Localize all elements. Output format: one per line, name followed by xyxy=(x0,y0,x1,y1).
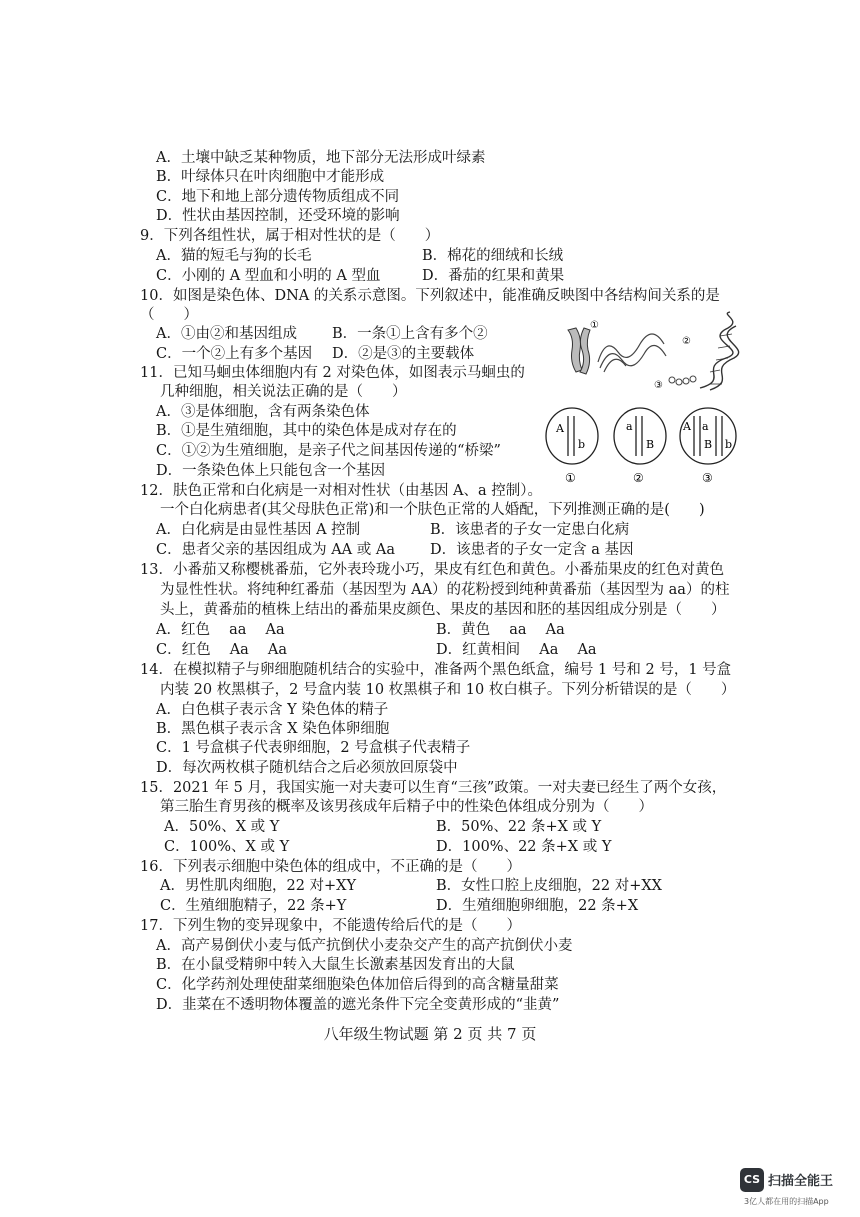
chromosome-shape xyxy=(568,328,590,374)
q12-stem-cont: 一个白化病患者(其父母肤色正常)和一个肤色正常的人婚配，下列推测正确的是( ) xyxy=(160,502,705,518)
q13-stem-cont1: 为显性性状。将纯种红番茄（基因型为 AA）的花粉授到纯种黄番茄（基因型为 aa）的柱 xyxy=(160,582,730,598)
q14-option-b: B．黑色棋子表示含 X 染色体卵细胞 xyxy=(156,721,390,737)
q14-stem-cont: 内装 20 枚黑棋子，2 号盒内装 10 枚黑棋子和 10 枚白棋子。下列分析错误的是（ ） xyxy=(160,682,736,698)
q15-option-c: C．100%、X 或 Y xyxy=(164,839,290,855)
q12-stem: 12．肤色正常和白化病是一对相对性状（由基因 A、a 控制）。 xyxy=(140,483,543,499)
coil-shape xyxy=(598,334,666,372)
q11-option-a: A．③是体细胞，含有两条染色体 xyxy=(156,404,370,420)
q11-option-c: C．①②为生殖细胞，是亲子代之间基因传递的“桥梁” xyxy=(156,443,501,459)
cell-2-gene-right: B xyxy=(646,438,655,451)
q11-stem-cont: 几种细胞，相关说法正确的是（ ） xyxy=(160,384,407,400)
q17-option-a: A．高产易倒伏小麦与低产抗倒伏小麦杂交产生的高产抗倒伏小麦 xyxy=(156,938,573,954)
q8-option-b: B．叶绿体只在叶肉细胞中才能形成 xyxy=(156,169,385,185)
dna-label-2: ② xyxy=(682,336,691,347)
q9-option-d: D．番茄的红果和黄果 xyxy=(422,268,565,284)
q12-option-a: A．白化病是由显性基因 A 控制 xyxy=(156,522,361,538)
q12-option-d: D．该患者的子女一定含 a 基因 xyxy=(430,542,634,558)
q15-stem: 15．2021 年 5 月，我国实施一对夫妻可以生育“三孩”政策。一对夫妻已经生了两个女孩， xyxy=(140,780,727,796)
double-helix xyxy=(700,312,739,390)
q16-option-d: D．生殖细胞卵细胞，22 条+X xyxy=(436,898,639,914)
q15-option-d: D．100%、22 条+X 或 Y xyxy=(436,839,612,855)
chromosome-dna-figure xyxy=(560,310,740,400)
q11-option-d: D．一条染色体上只能包含一个基因 xyxy=(156,463,386,479)
brand-tagline: 3亿人都在用的扫描App xyxy=(744,1197,829,1206)
scanner-watermark xyxy=(740,1168,852,1208)
q16-option-a: A．男性肌肉细胞，22 对+XY xyxy=(160,878,357,894)
q13-option-c: C．红色 Aa Aa xyxy=(156,642,288,658)
q12-option-b: B．该患者的子女一定患白化病 xyxy=(430,522,630,538)
cell-2-gene-left: a xyxy=(626,420,633,433)
q9-stem: 9．下列各组性状，属于相对性状的是（ ） xyxy=(140,228,440,244)
bead-string xyxy=(669,376,696,385)
cell-1-gene-right: b xyxy=(578,438,586,451)
q16-stem: 16．下列表示细胞中染色体的组成中，不正确的是（ ） xyxy=(140,859,521,875)
q17-option-c: C．化学药剂处理使甜菜细胞染色体加倍后得到的高含糖量甜菜 xyxy=(156,977,559,993)
q12-option-c: C．患者父亲的基因组成为 AA 或 Aa xyxy=(156,542,395,558)
q10-option-c: C．一个②上有多个基因 xyxy=(156,346,313,362)
cell-3-gene-d: b xyxy=(725,438,733,451)
cell-3-gene-b: a xyxy=(702,420,709,433)
brand-name: 扫描全能王 xyxy=(768,1174,834,1189)
q15-stem-cont: 第三胎生育男孩的概率及该男孩成年后精子中的性染色体组成分别为（ ） xyxy=(160,799,653,815)
q10-option-b: B．一条①上含有多个② xyxy=(332,326,488,342)
q15-option-a: A．50%、X 或 Y xyxy=(164,819,280,835)
q16-option-c: C．生殖细胞精子，22 条+Y xyxy=(160,898,347,914)
q11-option-b: B．①是生殖细胞，其中的染色体是成对存在的 xyxy=(156,423,457,439)
q8-option-a: A．土壤中缺乏某种物质，地下部分无法形成叶绿素 xyxy=(156,150,486,166)
cs-logo-icon: CS xyxy=(740,1168,764,1192)
q10-stem-paren: （ ） xyxy=(140,307,198,323)
q9-option-c: C．小刚的 A 型血和小明的 A 型血 xyxy=(156,268,381,284)
q8-option-d: D．性状由基因控制，还受环境的影响 xyxy=(156,208,400,224)
cell-1 xyxy=(546,408,598,485)
dna-label-3: ③ xyxy=(654,380,663,391)
cell-2 xyxy=(614,408,666,485)
q13-option-d: D．红黄相间 Aa Aa xyxy=(436,642,597,658)
q10-option-a: A．①由②和基因组成 xyxy=(156,326,297,342)
q9-option-b: B．棉花的细绒和长绒 xyxy=(422,248,564,264)
q9-option-a: A．猫的短毛与狗的长毛 xyxy=(156,248,312,264)
cell-3-gene-c: B xyxy=(704,438,713,451)
q10-stem: 10．如图是染色体、DNA 的关系示意图。下列叙述中，能准确反映图中各结构间关系的是 xyxy=(140,288,720,304)
q14-stem: 14．在模拟精子与卵细胞随机结合的实验中，准备两个黑色纸盒，编号 1 号和 2 号，1 号盒 xyxy=(140,662,732,678)
q10-option-d: D．②是③的主要载体 xyxy=(332,346,475,362)
q8-option-c: C．地下和地上部分遗传物质组成不同 xyxy=(156,189,400,205)
q17-stem: 17．下列生物的变异现象中，不能遗传给后代的是（ ） xyxy=(140,918,521,934)
cell-1-gene-left: A xyxy=(556,422,564,435)
cell-1-number: ① xyxy=(565,471,576,485)
q15-option-b: B．50%、22 条+X 或 Y xyxy=(436,819,602,835)
dna-label-1: ① xyxy=(590,320,599,331)
q13-option-b: B．黄色 aa Aa xyxy=(436,622,565,638)
q11-stem: 11．已知马蛔虫体细胞内有 2 对染色体，如图表示马蛔虫的 xyxy=(140,365,525,381)
cell-3 xyxy=(680,408,736,485)
cells-figure xyxy=(542,404,752,486)
cell-3-number: ③ xyxy=(702,471,713,485)
cell-2-number: ② xyxy=(633,471,644,485)
q13-option-a: A．红色 aa Aa xyxy=(156,622,285,638)
q17-option-d: D．韭菜在不透明物体覆盖的遮光条件下完全变黄形成的“韭黄” xyxy=(156,997,560,1013)
q13-stem: 13．小番茄又称樱桃番茄，它外表玲珑小巧，果皮有红色和黄色。小番茄果皮的红色对黄色 xyxy=(140,562,724,578)
q14-option-a: A．白色棋子表示含 Y 染色体的精子 xyxy=(156,702,389,718)
page-footer: 八年级生物试题 第 2 页 共 7 页 xyxy=(323,1025,537,1043)
q17-option-b: B．在小鼠受精卵中转入大鼠生长激素基因发育出的大鼠 xyxy=(156,957,515,973)
q16-option-b: B．女性口腔上皮细胞，22 对+XX xyxy=(436,878,663,894)
q14-option-d: D．每次两枚棋子随机结合之后必须放回原袋中 xyxy=(156,760,458,776)
q13-stem-cont2: 头上，黄番茄的植株上结出的番茄果皮颜色、果皮的基因和胚的基因组成分别是（ ） xyxy=(160,602,726,618)
q14-option-c: C．1 号盒棋子代表卵细胞，2 号盒棋子代表精子 xyxy=(156,740,471,756)
cell-3-gene-a: A xyxy=(683,420,691,433)
